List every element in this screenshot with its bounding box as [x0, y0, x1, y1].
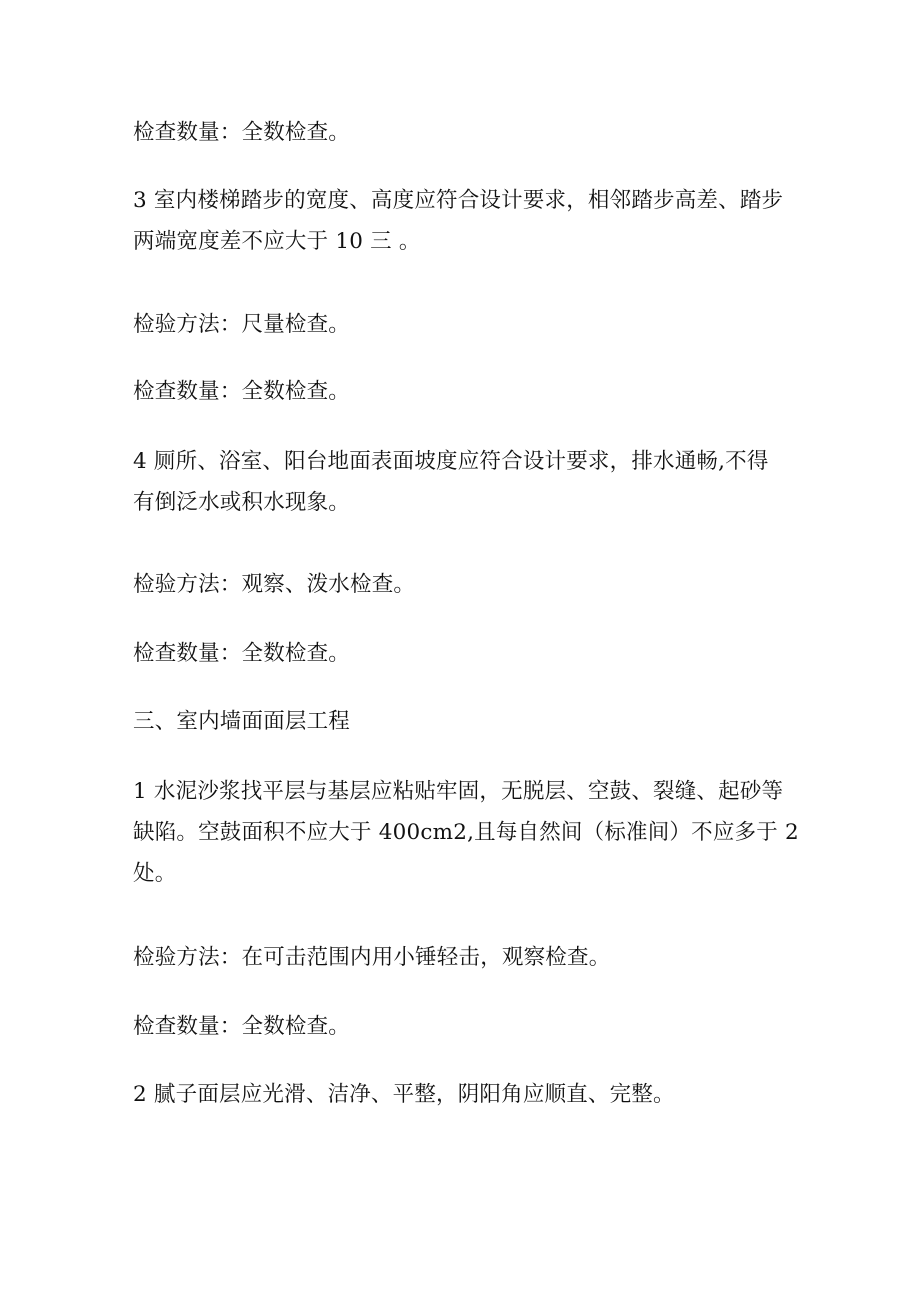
text-line: 3 室内楼梯踏步的宽度、高度应符合设计要求，相邻踏步高差、踏步 — [133, 188, 784, 213]
paragraph-inspection-quantity — [133, 112, 793, 153]
text-line: 检查数量：全数检查。 — [133, 379, 351, 404]
paragraph-inspection-method — [133, 304, 793, 345]
text-line: 两端宽度差不应大于 10 三 。 — [133, 229, 421, 254]
text-line: 检验方法：在可击范围内用小锤轻击，观察检查。 — [133, 945, 611, 970]
paragraph-cement-mortar-requirement — [133, 771, 799, 894]
text-line: 1 水泥沙浆找平层与基层应粘贴牢固，无脱层、空鼓、裂缝、起砂等 — [133, 779, 784, 804]
paragraph-putty-requirement — [133, 1074, 793, 1115]
text-line: 处。 — [133, 861, 177, 886]
text-line: 检查数量：全数检查。 — [133, 120, 351, 145]
paragraph-floor-slope-requirement — [133, 441, 793, 523]
paragraph-inspection-method — [133, 937, 793, 978]
text-line: 检验方法：观察、泼水检查。 — [133, 572, 416, 597]
text-line: 缺陷。空鼓面积不应大于 400cm2,且每自然间（标准间）不应多于 2 — [133, 820, 799, 845]
text-line: 2 腻子面层应光滑、洁净、平整，阴阳角应顺直、完整。 — [133, 1082, 675, 1107]
text-line: 有倒泛水或积水现象。 — [133, 490, 351, 515]
text-line: 三、室内墙面面层工程 — [133, 709, 351, 734]
text-line: 4 厕所、浴室、阳台地面表面坡度应符合设计要求，排水通畅,不得 — [133, 449, 769, 474]
text-line: 检验方法：尺量检查。 — [133, 312, 351, 337]
paragraph-inspection-quantity — [133, 633, 793, 674]
paragraph-inspection-quantity — [133, 1006, 793, 1047]
paragraph-inspection-quantity — [133, 371, 793, 412]
paragraph-stair-requirement — [133, 180, 793, 262]
text-line: 检查数量：全数检查。 — [133, 641, 351, 666]
paragraph-inspection-method — [133, 564, 793, 605]
section-heading-wall-surface — [133, 701, 793, 742]
text-line: 检查数量：全数检查。 — [133, 1014, 351, 1039]
